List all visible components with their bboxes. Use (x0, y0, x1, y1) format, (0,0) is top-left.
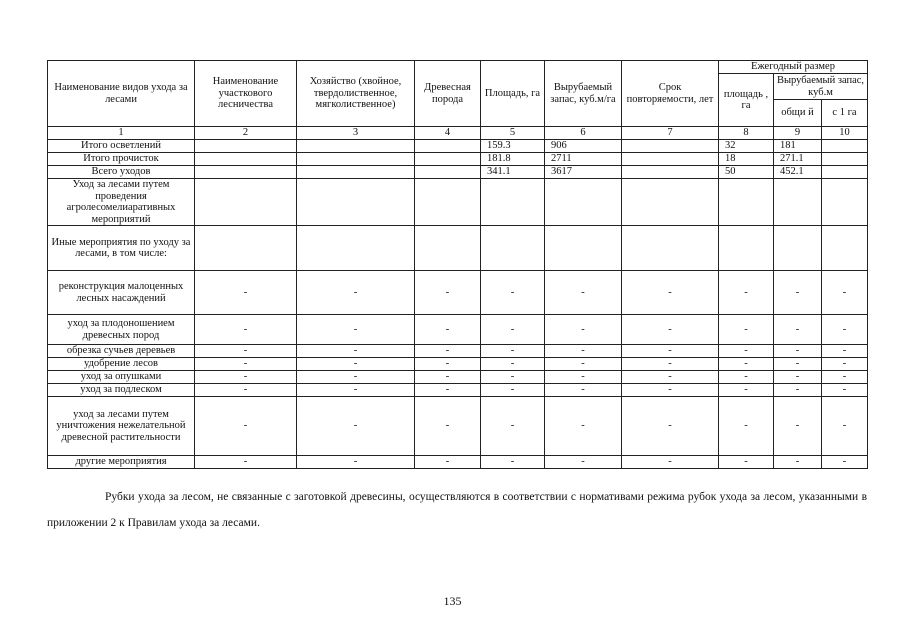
col-number: 1 (48, 127, 195, 140)
row-name: уход за лесами путем уничтожения нежелательной древесной растительности (48, 397, 195, 456)
header-annual: Ежегодный размер (719, 61, 868, 74)
row-cell-col5: - (481, 397, 545, 456)
row-cell-col5: - (481, 315, 545, 345)
row-cell-col6 (545, 226, 622, 271)
table-row (48, 345, 868, 358)
table-body (48, 140, 868, 469)
row-cell-col8: 18 (719, 153, 774, 166)
row-cell-col5: - (481, 384, 545, 397)
row-cell-col5: 159.3 (481, 140, 545, 153)
row-name: реконструкция малоценных лесных насаждений (48, 271, 195, 315)
row-cell-col4: - (415, 315, 481, 345)
row-cell-col6: - (545, 456, 622, 469)
row-cell-col9 (774, 226, 822, 271)
table-row (48, 315, 868, 345)
header-annual-total: общи й (774, 100, 822, 127)
header-period: Срок повторяемости, лет (622, 61, 719, 127)
row-cell-col5: - (481, 345, 545, 358)
row-cell-col6: - (545, 315, 622, 345)
row-cell-col9: - (774, 456, 822, 469)
row-cell-col2: - (195, 345, 297, 358)
row-cell-col7 (622, 153, 719, 166)
row-cell-col5: - (481, 371, 545, 384)
row-cell-col10: - (822, 456, 868, 469)
row-cell-col2 (195, 166, 297, 179)
row-cell-col8: - (719, 371, 774, 384)
row-cell-col8 (719, 179, 774, 226)
row-cell-col7: - (622, 315, 719, 345)
row-cell-col6: - (545, 384, 622, 397)
table-row (48, 166, 868, 179)
row-cell-col2: - (195, 456, 297, 469)
row-cell-col8: - (719, 456, 774, 469)
row-cell-col8: 50 (719, 166, 774, 179)
table-row (48, 226, 868, 271)
row-cell-col8: - (719, 384, 774, 397)
col-number: 8 (719, 127, 774, 140)
row-cell-col10: - (822, 358, 868, 371)
row-cell-col5: 181.8 (481, 153, 545, 166)
row-cell-col10: - (822, 371, 868, 384)
row-cell-col6: 2711 (545, 153, 622, 166)
row-cell-col3: - (297, 371, 415, 384)
row-cell-col2 (195, 179, 297, 226)
row-cell-col2: - (195, 358, 297, 371)
header-annual-volume: Вырубаемый запас, куб.м (774, 74, 868, 100)
row-cell-col4: - (415, 345, 481, 358)
col-number: 7 (622, 127, 719, 140)
header-volume: Вырубаемый запас, куб.м/га (545, 61, 622, 127)
page-number: 135 (443, 594, 462, 608)
row-cell-col7: - (622, 384, 719, 397)
row-name: уход за опушками (48, 371, 195, 384)
row-cell-col7: - (622, 371, 719, 384)
row-cell-col5: - (481, 271, 545, 315)
row-cell-col9: 271.1 (774, 153, 822, 166)
row-cell-col10: - (822, 271, 868, 315)
row-name: уход за плодоношением древесных пород (48, 315, 195, 345)
row-cell-col9: - (774, 271, 822, 315)
row-cell-col10 (822, 140, 868, 153)
table-row (48, 153, 868, 166)
table-row (48, 271, 868, 315)
row-cell-col6: - (545, 358, 622, 371)
row-name: Иные мероприятия по уходу за лесами, в том числе: (48, 226, 195, 271)
row-cell-col9: - (774, 384, 822, 397)
row-cell-col6: - (545, 271, 622, 315)
row-cell-col7: - (622, 271, 719, 315)
row-cell-col2: - (195, 315, 297, 345)
row-cell-col8: - (719, 271, 774, 315)
column-number-row (48, 127, 868, 140)
row-cell-col7 (622, 179, 719, 226)
row-cell-col3 (297, 179, 415, 226)
body-paragraph: Рубки ухода за лесом, не связанные с заготовкой древесины, осуществляются в соответствии с нормативами режима рубок ухода за лесом, указанными в приложении 2 к Правилам ухода за лесами. (47, 491, 867, 529)
row-cell-col10: - (822, 397, 868, 456)
row-cell-col7 (622, 226, 719, 271)
row-cell-col3: - (297, 345, 415, 358)
row-cell-col4: - (415, 271, 481, 315)
row-cell-col9 (774, 179, 822, 226)
table-row (48, 397, 868, 456)
row-cell-col2 (195, 226, 297, 271)
row-cell-col3: - (297, 384, 415, 397)
row-cell-col7 (622, 166, 719, 179)
row-name: удобрение лесов (48, 358, 195, 371)
col-number: 3 (297, 127, 415, 140)
header-forestry: Наименование участкового лесничества (195, 61, 297, 127)
row-cell-col4 (415, 226, 481, 271)
row-cell-col3 (297, 153, 415, 166)
row-cell-col9: - (774, 315, 822, 345)
table-row (48, 384, 868, 397)
row-cell-col6: - (545, 397, 622, 456)
row-cell-col10 (822, 153, 868, 166)
row-cell-col5 (481, 226, 545, 271)
row-cell-col2 (195, 153, 297, 166)
row-cell-col3 (297, 166, 415, 179)
row-cell-col7 (622, 140, 719, 153)
row-cell-col3 (297, 140, 415, 153)
row-cell-col9: - (774, 397, 822, 456)
row-cell-col10 (822, 179, 868, 226)
row-cell-col9: - (774, 345, 822, 358)
row-cell-col6: - (545, 345, 622, 358)
row-cell-col4 (415, 179, 481, 226)
row-cell-col10: - (822, 315, 868, 345)
row-cell-col7: - (622, 397, 719, 456)
row-name: уход за подлеском (48, 384, 195, 397)
row-cell-col2: - (195, 397, 297, 456)
row-cell-col10 (822, 166, 868, 179)
row-cell-col4 (415, 166, 481, 179)
row-cell-col10 (822, 226, 868, 271)
row-cell-col3: - (297, 358, 415, 371)
table-row (48, 456, 868, 469)
row-cell-col4: - (415, 384, 481, 397)
row-cell-col3: - (297, 397, 415, 456)
col-number: 2 (195, 127, 297, 140)
row-cell-col8: 32 (719, 140, 774, 153)
row-cell-col4: - (415, 456, 481, 469)
col-number: 10 (822, 127, 868, 140)
forest-care-table (47, 60, 868, 469)
header-care-type: Наименование видов ухода за лесами (48, 61, 195, 127)
row-cell-col9: 181 (774, 140, 822, 153)
row-cell-col3: - (297, 271, 415, 315)
row-cell-col9: 452.1 (774, 166, 822, 179)
row-name: Уход за лесами путем проведения агролесомелиаративных мероприятий (48, 179, 195, 226)
col-number: 5 (481, 127, 545, 140)
col-number: 4 (415, 127, 481, 140)
row-cell-col5: - (481, 456, 545, 469)
row-cell-col8: - (719, 358, 774, 371)
table-row (48, 140, 868, 153)
row-cell-col8 (719, 226, 774, 271)
row-cell-col5: 341.1 (481, 166, 545, 179)
table-row (48, 358, 868, 371)
row-cell-col6 (545, 179, 622, 226)
row-cell-col9: - (774, 358, 822, 371)
row-cell-col8: - (719, 345, 774, 358)
row-cell-col2: - (195, 271, 297, 315)
row-cell-col6: 906 (545, 140, 622, 153)
row-cell-col2 (195, 140, 297, 153)
row-name: обрезка сучьев деревьев (48, 345, 195, 358)
row-cell-col4: - (415, 371, 481, 384)
header-economy: Хозяйство (хвойное, твердолиственное, мягколиственное) (297, 61, 415, 127)
header-species: Древесная порода (415, 61, 481, 127)
row-cell-col6: 3617 (545, 166, 622, 179)
row-cell-col4 (415, 140, 481, 153)
row-cell-col3: - (297, 456, 415, 469)
row-cell-col2: - (195, 371, 297, 384)
row-name: Всего уходов (48, 166, 195, 179)
table-row (48, 371, 868, 384)
row-cell-col3 (297, 226, 415, 271)
row-cell-col10: - (822, 384, 868, 397)
table-row (48, 179, 868, 226)
row-cell-col7: - (622, 358, 719, 371)
header-annual-per-ha: с 1 га (822, 100, 868, 127)
row-name: другие мероприятия (48, 456, 195, 469)
row-cell-col8: - (719, 315, 774, 345)
row-cell-col4 (415, 153, 481, 166)
row-cell-col2: - (195, 384, 297, 397)
row-cell-col3: - (297, 315, 415, 345)
row-cell-col5: - (481, 358, 545, 371)
row-name: Итого прочисток (48, 153, 195, 166)
header-area: Площадь, га (481, 61, 545, 127)
row-cell-col6: - (545, 371, 622, 384)
col-number: 9 (774, 127, 822, 140)
row-name: Итого осветлений (48, 140, 195, 153)
col-number: 6 (545, 127, 622, 140)
header-annual-area: площадь , га (719, 74, 774, 127)
row-cell-col7: - (622, 456, 719, 469)
row-cell-col4: - (415, 397, 481, 456)
row-cell-col10: - (822, 345, 868, 358)
row-cell-col4: - (415, 358, 481, 371)
row-cell-col8: - (719, 397, 774, 456)
row-cell-col5 (481, 179, 545, 226)
row-cell-col9: - (774, 371, 822, 384)
row-cell-col7: - (622, 345, 719, 358)
